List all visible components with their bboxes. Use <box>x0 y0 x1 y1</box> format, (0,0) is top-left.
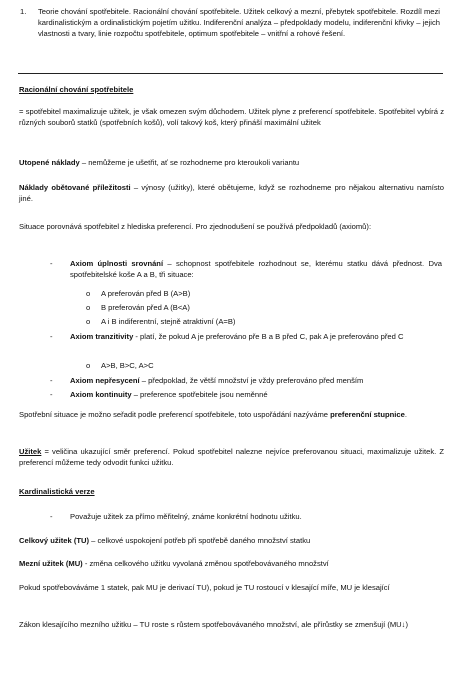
sunk-costs-paragraph <box>19 158 444 169</box>
bullet-dash: - <box>50 376 53 385</box>
axiom-item: Axiom nepřesycení – předpoklad, že větší množství je vždy preferováno před menším <box>70 376 364 385</box>
total-utility-term: Celkový užitek (TU) <box>19 536 90 545</box>
case-item: A>B, B>C, A>C <box>101 361 154 370</box>
scale-paragraph: Spotřební situace je možno seřadit podle preferencí spotřebitele, toto uspořádání nazýváme preferenční stupnice. <box>19 410 407 419</box>
axiom-item: Axiom úplnosti srovnání – schopnost spotřebitele rozhodnout se, kterému statku dává přednost. Dva spotřebitelské koše A a B, tři situace: <box>70 259 442 279</box>
cardinal-bullet: Považuje užitek za přímo měřitelný, známe konkrétní hodnotu užitku. <box>70 512 302 521</box>
utility-paragraph: Užitek = veličina ukazující směr preferencí. Pokud spotřebitel nalezne nejvíce preferovanou situaci, maximalizuje užitek. Z preferencí můžeme tedy odvodit funkci užitku. <box>19 447 444 467</box>
bullet-dash: - <box>50 390 53 399</box>
opportunity-costs-paragraph <box>19 183 444 205</box>
divider <box>18 73 443 74</box>
derivative-paragraph: Pokud spotřebováváme 1 statek, pak MU je derivací TU), pokud je TU rostoucí v klesající míře, MU je klesající <box>19 583 390 592</box>
marginal-utility-term: Mezní užitek (MU) <box>19 559 83 568</box>
case-item: A i B indiferentní, stejně atraktivní (A=B) <box>101 317 236 326</box>
opportunity-costs-term: Náklady obětované příležitosti <box>19 183 131 192</box>
topic-item <box>20 7 440 39</box>
rational-paragraph: = spotřebitel maximalizuje užitek, je však omezen svým důchodem. Užitek plyne z preferencí spotřebitele. Spotřebitel vybírá z různých souborů statků (spotřebních košů), volí takový koš, který přináší maximální užitek <box>19 107 444 127</box>
sunk-costs-text: – nemůžeme je ušetřit, ať se rozhodneme pro kteroukoli variantu <box>79 158 300 167</box>
circle-bullet: o <box>86 361 91 370</box>
section-heading-cardinal: Kardinalistická verze <box>19 487 95 496</box>
scale-term: preferenční stupnice <box>330 410 405 419</box>
bullet-dash: - <box>50 332 53 341</box>
bullet-dash: - <box>50 512 53 521</box>
marginal-utility-paragraph: Mezní užitek (MU) - změna celkového užitku vyvolaná změnou spotřebovávaného množství <box>19 559 329 568</box>
topic-number: 1. <box>20 7 27 16</box>
opportunity-costs-text: – výnosy (užitky), které obětujeme, když se rozhodneme pro nějakou alternativu namísto jiné. <box>19 183 445 203</box>
utility-term: Užitek <box>19 447 42 456</box>
preferences-paragraph: Situace porovnává spotřebitel z hlediska preferencí. Pro zjednodušení se používá předpokladů (axiomů): <box>19 222 372 231</box>
case-item: B preferován před A (B<A) <box>101 303 190 312</box>
topic-text: Teorie chování spotřebitele. Racionální chování spotřebitele. Užitek celkový a mezní, přebytek spotřebitele. Rozdíl mezi kardinalistickým a ordinalistickým pojetím užitku. Indiferenční analýza – předpoklady modelu, indiferenční křivky – jejich vlastnosti a tvary, linie rozpočtu spotřebitele, optimum spotřebitele – vnitřní a rohové řešení. <box>38 7 440 38</box>
axiom-item: Axiom tranzitivity - platí, že pokud A je preferováno pře B a B před C, pak A je preferováno před C <box>70 332 404 341</box>
axiom-item: Axiom kontinuity – preference spotřebitele jsou neměnné <box>70 390 268 399</box>
sunk-costs-term: Utopené náklady <box>19 158 80 167</box>
section-heading-rational: Racionální chování spotřebitele <box>19 85 134 94</box>
total-utility-paragraph: Celkový užitek (TU) – celkové uspokojení potřeb při spotřebě daného množství statku <box>19 536 311 545</box>
bullet-dash: - <box>50 259 53 268</box>
circle-bullet: o <box>86 289 91 298</box>
circle-bullet: o <box>86 317 91 326</box>
case-item: A preferován před B (A>B) <box>101 289 191 298</box>
circle-bullet: o <box>86 303 91 312</box>
law-paragraph: Zákon klesajícího mezního užitku – TU roste s růstem spotřebovávaného množství, ale přírůstky se zmenšují (MU↓) <box>19 620 408 629</box>
